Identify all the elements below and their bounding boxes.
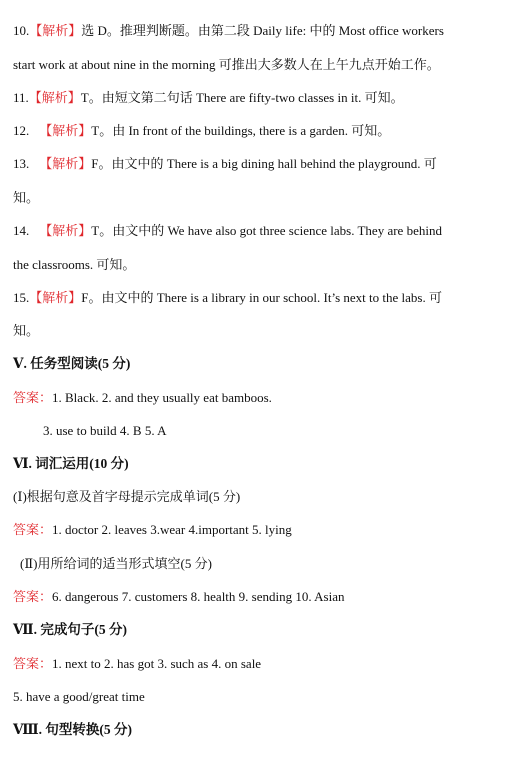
section5-heading: Ⅴ. 任务型阅读(5 分) [13, 356, 131, 371]
q14-text-2: the classrooms. 可知。 [13, 257, 136, 272]
q10-line-2 [13, 56, 501, 74]
section6-part1-answers: 1. doctor 2. leaves 3.wear 4.important 5. lying [52, 522, 292, 537]
q13-tag: 【解析】 [39, 156, 92, 171]
q13-text-1: F。由文中的 There is a big dining hall behind the playground. 可 [91, 156, 437, 171]
q12-line [13, 122, 501, 140]
q14-tag: 【解析】 [39, 223, 92, 238]
section5-answer-line-2: 3. use to build 4. B 5. A [43, 423, 167, 438]
q14-text-1: T。由文中的 We have also got three science labs. They are behind [91, 223, 442, 238]
q10-text-2: start work at about nine in the morning 可推出大多数人在上午九点开始工作。 [13, 57, 440, 72]
section7-answers-1: 1. next to 2. has got 3. such as 4. on sale [52, 656, 262, 671]
q14-line-1 [13, 222, 501, 240]
section7-answer-line-2: 5. have a good/great time [13, 689, 145, 704]
section7-answer-line-1 [13, 655, 501, 673]
section6-part1-answer-line [13, 521, 501, 539]
section5-answer-line-1 [13, 389, 501, 407]
section6-part2-answers: 6. dangerous 7. customers 8. health 9. sending 10. Asian [52, 589, 345, 604]
q15-tag: 【解析】 [29, 290, 82, 305]
section6-answer-label-2: 答案： [13, 589, 53, 604]
section6-heading: Ⅵ. 词汇运用(10 分) [13, 456, 129, 471]
q10-tag: 【解析】 [29, 23, 82, 38]
q15-line-2 [13, 322, 501, 340]
q15-line-1 [13, 289, 501, 307]
q11-line [13, 89, 501, 107]
q10-line-1 [13, 22, 501, 40]
q12-number: 12. [13, 123, 30, 138]
q13-number: 13. [13, 156, 30, 171]
q13-line-2 [13, 189, 501, 207]
section6-part1-title: (Ⅰ)根据句意及首字母提示完成单词(5 分) [13, 489, 241, 504]
section6-part2-title: (Ⅱ)用所给词的适当形式填空(5 分) [20, 556, 212, 571]
q14-number: 14. [13, 223, 30, 238]
q13-text-2: 知。 [13, 190, 40, 205]
section8-heading: Ⅷ. 句型转换(5 分) [13, 722, 133, 737]
q14-line-2 [13, 256, 501, 274]
q12-tag: 【解析】 [39, 123, 92, 138]
section5-answer-label: 答案： [13, 390, 53, 405]
section6-part2-answer-line [13, 588, 501, 606]
q11-text: T。由短文第二句话 There are fifty-two classes in it. 可知。 [80, 90, 404, 105]
q10-text-1: 选 D。推理判断题。由第二段 Daily life: 中的 Most office workers [81, 23, 444, 38]
q15-text-1: F。由文中的 There is a library in our school. It’s next to the labs. 可 [81, 290, 442, 305]
section7-heading: Ⅶ. 完成句子(5 分) [13, 622, 127, 637]
q11-tag: 【解析】 [28, 90, 81, 105]
section7-answer-label: 答案： [13, 656, 53, 671]
q13-line-1 [13, 155, 501, 173]
q12-text: T。由 In front of the buildings, there is a garden. 可知。 [91, 123, 391, 138]
q15-text-2: 知。 [13, 323, 40, 338]
q10-number: 10. [13, 23, 30, 38]
section6-answer-label-1: 答案： [13, 522, 53, 537]
q11-number: 11. [13, 90, 29, 105]
section5-answers-1: 1. Black. 2. and they usually eat bamboos. [52, 390, 272, 405]
q15-number: 15. [13, 290, 30, 305]
